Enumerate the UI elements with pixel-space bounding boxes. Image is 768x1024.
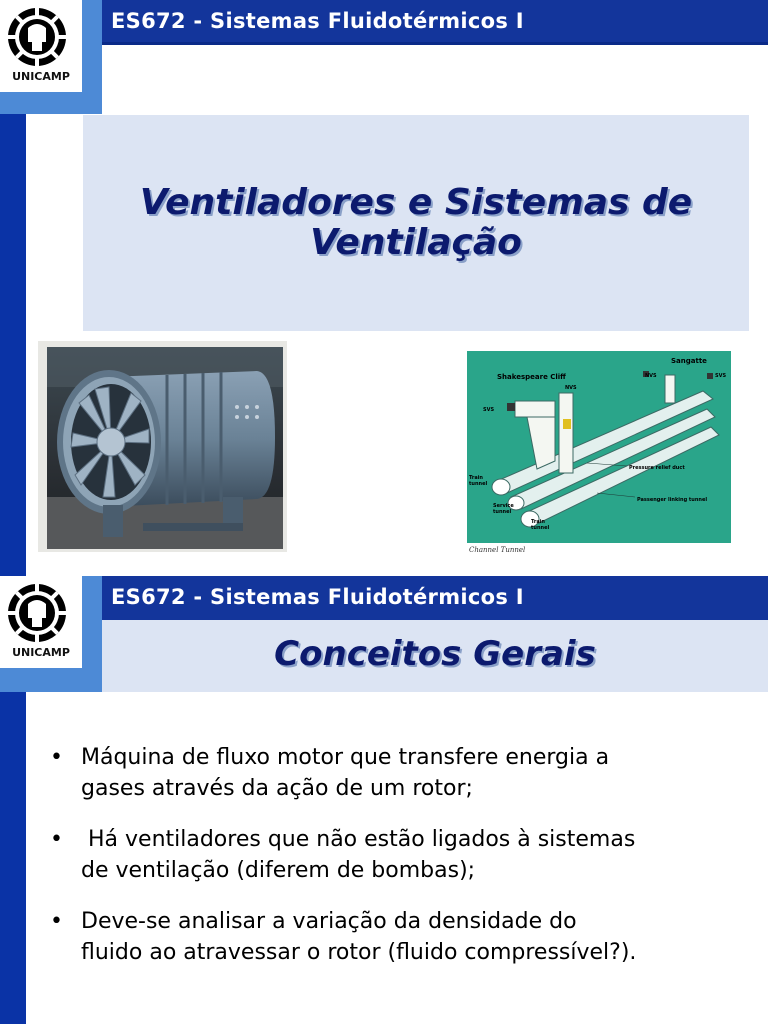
sidebar-light-stripe-corner — [0, 92, 102, 114]
slide-title — [83, 183, 749, 263]
unicamp-logo-icon — [6, 6, 68, 68]
course-header-text: ES672 - Sistemas Fluidotérmicos I — [111, 585, 524, 609]
label-sangatte: Sangatte — [671, 357, 707, 365]
slide-subtitle: Conceitos Gerais — [274, 634, 596, 674]
slide-conceitos-gerais — [0, 576, 768, 1024]
bullet-line: Deve-se analisar a variação da densidade do — [81, 909, 577, 934]
course-header — [102, 0, 768, 42]
bullet-dot: • — [50, 909, 63, 934]
axial-fan-image — [47, 347, 283, 549]
bullet-line: Máquina de fluxo motor que transfere energia a — [81, 745, 610, 770]
bullet-line: gases através da ação de um rotor; — [81, 776, 473, 801]
bullet-item — [50, 906, 750, 968]
bullet-item — [50, 742, 750, 804]
tunnel-ventilation-diagram — [467, 351, 731, 543]
label-pressure: Pressure relief duct — [629, 465, 685, 471]
sidebar-dark-stripe — [0, 692, 26, 1024]
label-train1b: tunnel — [469, 481, 488, 487]
bullet-list — [50, 742, 750, 988]
bullet-line: Há ventiladores que não estão ligados à sistemas — [81, 827, 636, 852]
bullet-line: fluido ao atravessar o rotor (fluido compressível?). — [81, 940, 637, 965]
label-train1a: Train — [469, 475, 483, 481]
course-header-text: ES672 - Sistemas Fluidotérmicos I — [111, 9, 524, 33]
bullet-line: de ventilação (diferem de bombas); — [81, 858, 476, 883]
label-passenger: Passenger linking tunnel — [637, 497, 708, 503]
sidebar-light-stripe-top — [82, 0, 102, 92]
label-svs1: SVS — [483, 407, 495, 413]
bullet-dot: • — [50, 827, 63, 852]
sidebar-light-stripe-top — [82, 576, 102, 668]
bullet-dot: • — [50, 745, 63, 770]
logo-text: UNICAMP — [12, 70, 70, 83]
logo-text: UNICAMP — [12, 646, 70, 659]
sidebar-light-stripe-corner — [0, 668, 102, 692]
unicamp-logo — [0, 0, 82, 92]
subtitle-box — [102, 620, 768, 692]
header-underline — [102, 42, 768, 45]
label-service-b: tunnel — [493, 509, 512, 515]
label-svs2: SVS — [715, 373, 727, 379]
label-train2a: Train — [531, 519, 545, 525]
label-nvs2: NVS — [645, 373, 657, 379]
unicamp-logo-icon — [6, 582, 68, 644]
title-box — [83, 115, 749, 331]
course-header — [102, 576, 768, 620]
sidebar-dark-stripe — [0, 92, 26, 576]
label-train2b: tunnel — [531, 525, 550, 531]
label-nvs1: NVS — [565, 385, 577, 391]
label-shakespeare: Shakespeare Cliff — [497, 373, 566, 381]
slide-title-line2: Ventilação — [310, 222, 522, 263]
label-service-a: Service — [493, 503, 514, 509]
diagram-caption: Channel Tunnel — [469, 546, 526, 554]
slide-title-line1: Ventiladores e Sistemas de — [139, 182, 693, 223]
unicamp-logo — [0, 576, 82, 668]
bullet-item — [50, 824, 750, 886]
